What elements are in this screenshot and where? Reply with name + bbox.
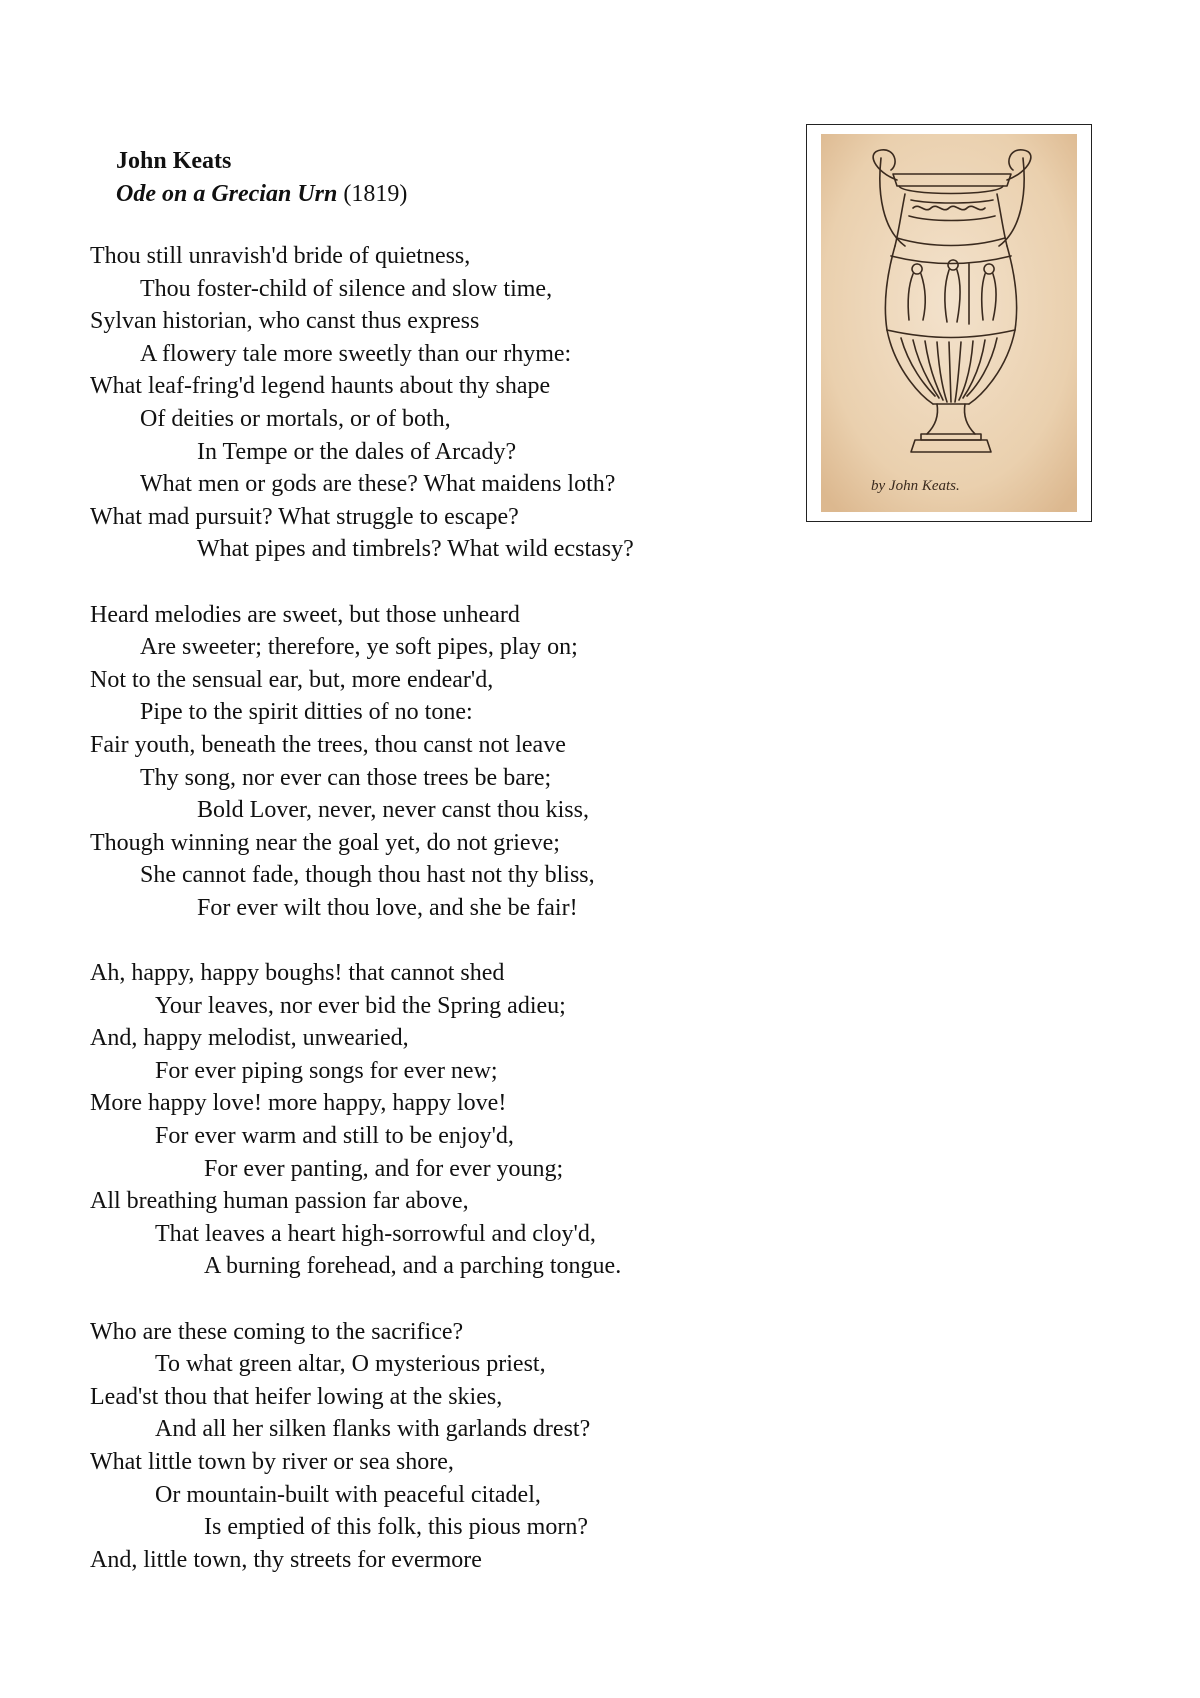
poem-line: Sylvan historian, who canst thus express <box>90 308 480 335</box>
poem-line: Though winning near the goal yet, do not grieve; <box>90 829 560 856</box>
poem-title: Ode on a Grecian Urn <box>116 181 338 207</box>
poem-line: For ever warm and still to be enjoy'd, <box>155 1123 514 1150</box>
poem-line: Are sweeter; therefore, ye soft pipes, play on; <box>140 634 578 661</box>
grecian-urn-sketch-icon <box>821 134 1077 512</box>
sketch-signature: by John Keats. <box>871 478 960 494</box>
poem-line: What leaf-fring'd legend haunts about thy shape <box>90 373 551 400</box>
poem-line: More happy love! more happy, happy love! <box>90 1090 507 1117</box>
stanza <box>90 957 634 1283</box>
poem-line: For ever wilt thou love, and she be fair! <box>197 894 578 921</box>
poem-line: All breathing human passion far above, <box>90 1188 469 1215</box>
poem-line: What men or gods are these? What maidens loth? <box>140 471 616 498</box>
poem-header <box>116 145 407 211</box>
poem-year: (1819) <box>343 181 408 207</box>
title-line <box>116 178 407 211</box>
poem-line: Thy song, nor ever can those trees be bare; <box>140 764 552 791</box>
author-name: John Keats <box>116 148 232 174</box>
poem-line: A flowery tale more sweetly than our rhyme: <box>140 340 572 367</box>
poem-line: Your leaves, nor ever bid the Spring adieu; <box>155 992 566 1019</box>
poem-line: And all her silken flanks with garlands drest? <box>155 1416 591 1443</box>
poem-line: Or mountain-built with peaceful citadel, <box>155 1481 541 1508</box>
poem-line: To what green altar, O mysterious priest, <box>155 1351 546 1378</box>
poem-line: Ah, happy, happy boughs! that cannot shed <box>90 960 505 987</box>
stanza <box>90 599 634 925</box>
poem-line: Who are these coming to the sacrifice? <box>90 1318 464 1345</box>
poem-line: Thou foster-child of silence and slow time, <box>140 275 553 302</box>
poem-line: Bold Lover, never, never canst thou kiss, <box>197 797 589 824</box>
poem-line: And, happy melodist, unwearied, <box>90 1025 409 1052</box>
poem-line: Is emptied of this folk, this pious morn? <box>204 1514 588 1541</box>
poem-line: Thou still unravish'd bride of quietness, <box>90 243 471 269</box>
poem-line: What little town by river or sea shore, <box>90 1448 454 1475</box>
poem-line: Heard melodies are sweet, but those unheard <box>90 601 520 628</box>
urn-illustration <box>806 124 1092 522</box>
poem-line: What pipes and timbrels? What wild ecstasy? <box>197 536 634 563</box>
poem-line: Not to the sensual ear, but, more endear'd, <box>90 666 494 693</box>
poem-line: That leaves a heart high-sorrowful and cloy'd, <box>155 1220 596 1247</box>
poem-body <box>90 240 634 1609</box>
poem-line: A burning forehead, and a parching tongue. <box>204 1253 622 1280</box>
poem-line: Of deities or mortals, or of both, <box>140 405 451 432</box>
poem-line: And, little town, thy streets for evermore <box>90 1546 482 1573</box>
stanza <box>90 1316 634 1577</box>
poem-line: She cannot fade, though thou hast not thy bliss, <box>140 862 595 889</box>
poem-line: Fair youth, beneath the trees, thou canst not leave <box>90 731 566 758</box>
poem-line: Lead'st thou that heifer lowing at the skies, <box>90 1383 503 1410</box>
poem-line: For ever panting, and for ever young; <box>204 1155 564 1182</box>
poem-line: What mad pursuit? What struggle to escape? <box>90 503 519 530</box>
poem-line: Pipe to the spirit ditties of no tone: <box>140 699 473 726</box>
poem-line: In Tempe or the dales of Arcady? <box>197 438 517 465</box>
stanza <box>90 240 634 566</box>
poem-line: For ever piping songs for ever new; <box>155 1057 498 1084</box>
